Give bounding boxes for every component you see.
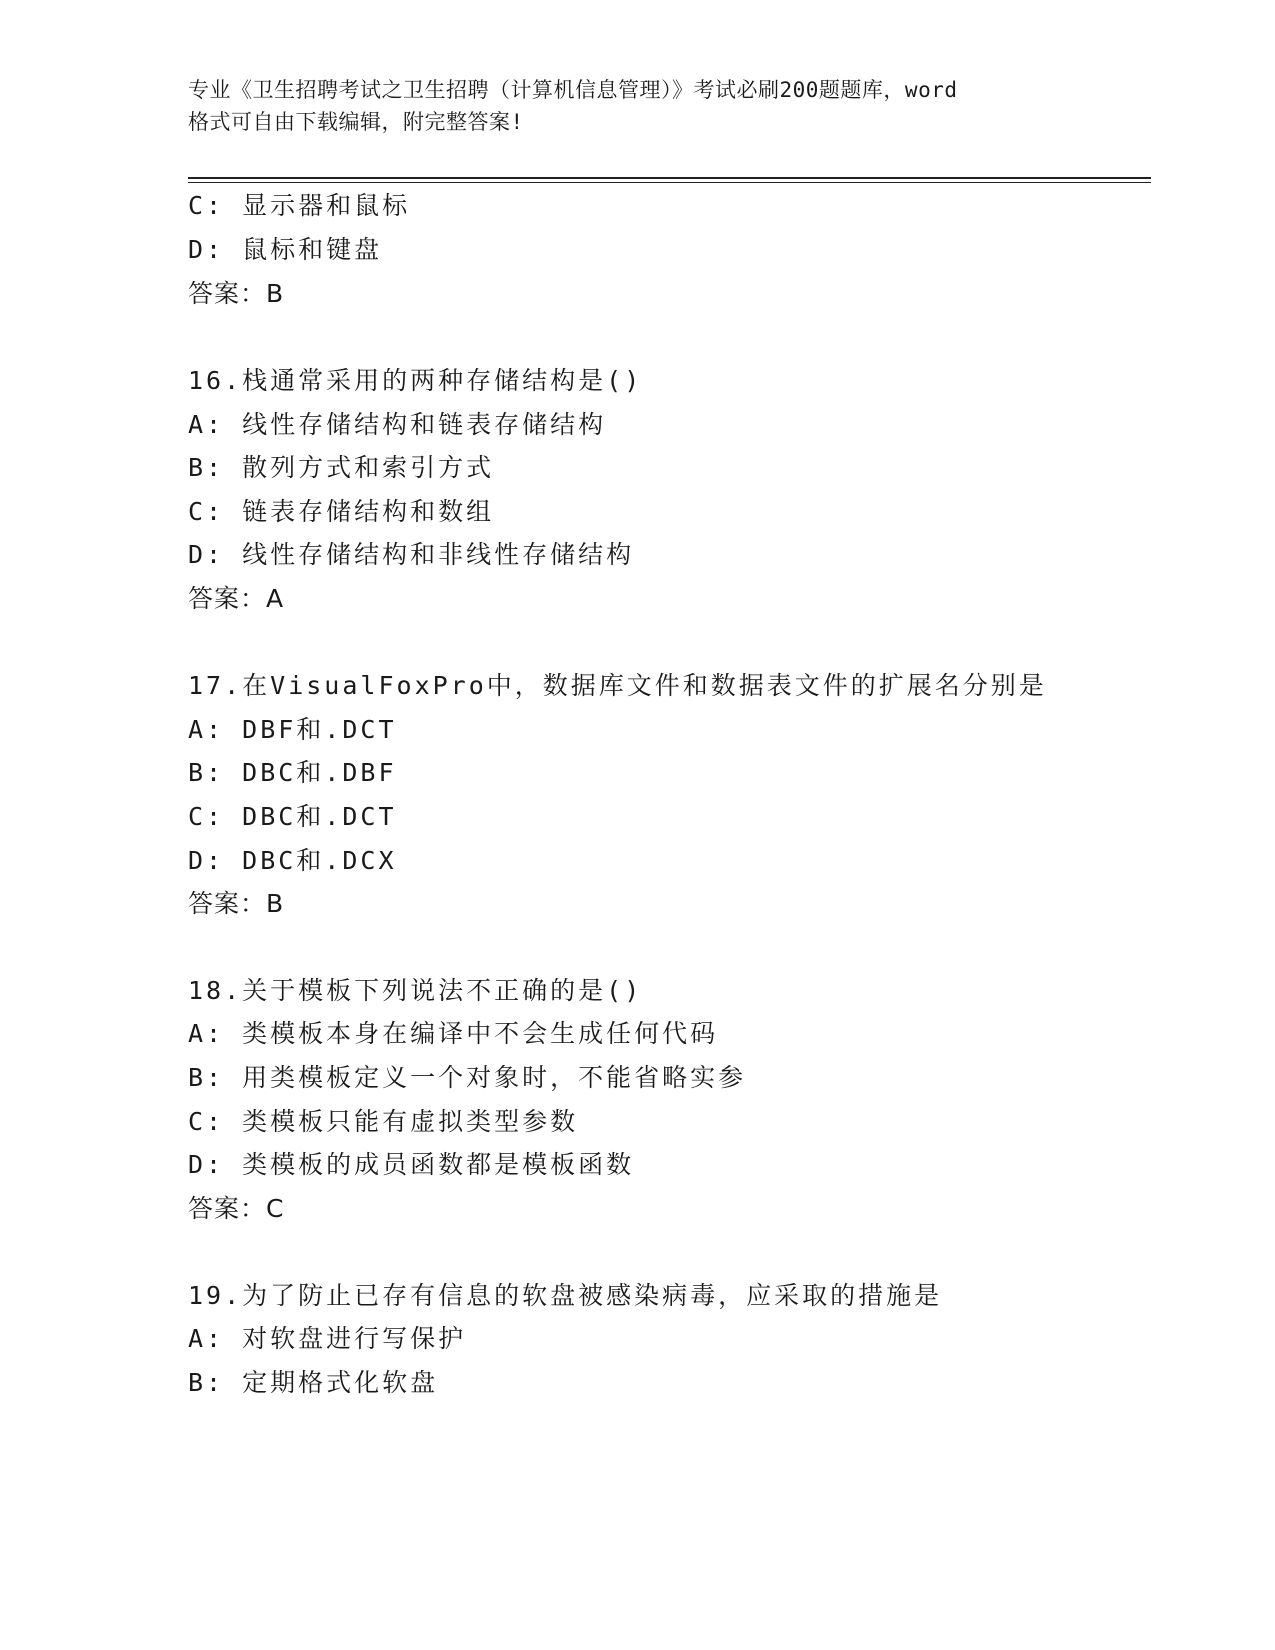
header-line-1: 专业《卫生招聘考试之卫生招聘（计算机信息管理）》考试必刷200题题库，word — [188, 78, 958, 102]
answer-line: 答案：B — [188, 889, 285, 918]
header-rule-thick — [188, 177, 1151, 179]
option-d: D: DBC和.DCX — [188, 846, 397, 875]
question-17: 17.在VisualFoxPro中，数据库文件和数据表文件的扩展名分别是 — [188, 671, 1047, 700]
option-c: C: DBC和.DCT — [188, 802, 397, 831]
option-a: A: 类模板本身在编译中不会生成任何代码 — [188, 1019, 719, 1048]
option-d: D: 鼠标和键盘 — [188, 235, 383, 264]
question-16: 16.栈通常采用的两种存储结构是() — [188, 366, 643, 395]
header-rule-thin — [188, 182, 1151, 183]
answer-line: 答案：B — [188, 279, 285, 308]
option-b: B: 散列方式和索引方式 — [188, 453, 495, 482]
option-d: D: 线性存储结构和非线性存储结构 — [188, 540, 635, 569]
option-a: A: 对软盘进行写保护 — [188, 1324, 467, 1353]
option-c: C: 链表存储结构和数组 — [188, 497, 495, 526]
question-19: 19.为了防止已存有信息的软盘被感染病毒，应采取的措施是 — [188, 1281, 943, 1310]
option-a: A: 线性存储结构和链表存储结构 — [188, 410, 607, 439]
document-header — [188, 74, 1088, 138]
option-a: A: DBF和.DCT — [188, 715, 397, 744]
option-b: B: 定期格式化软盘 — [188, 1368, 439, 1397]
answer-line: 答案：C — [188, 1194, 285, 1223]
header-line-2: 格式可自由下载编辑，附完整答案! — [188, 110, 524, 134]
option-b: B: 用类模板定义一个对象时，不能省略实参 — [188, 1063, 747, 1092]
answer-line: 答案：A — [188, 584, 285, 613]
option-c: C: 显示器和鼠标 — [188, 191, 411, 220]
option-d: D: 类模板的成员函数都是模板函数 — [188, 1150, 635, 1179]
option-c: C: 类模板只能有虚拟类型参数 — [188, 1107, 579, 1136]
question-18: 18.关于模板下列说法不正确的是() — [188, 976, 643, 1005]
option-b: B: DBC和.DBF — [188, 758, 397, 787]
